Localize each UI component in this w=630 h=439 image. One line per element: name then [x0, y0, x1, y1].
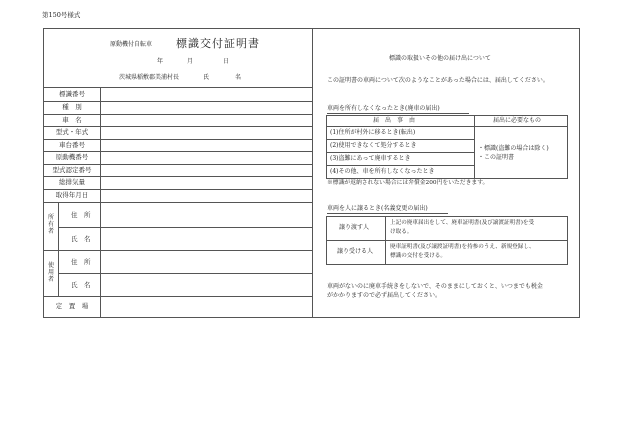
- date-day: 日: [223, 58, 230, 65]
- row-line: [43, 250, 312, 251]
- col-header-needed: 届出に必要なもの: [493, 117, 542, 124]
- row-line: [43, 176, 312, 177]
- group-column-line: [58, 202, 59, 296]
- transferor-label: 譲り渡す人: [339, 224, 370, 231]
- disposal-table-row-line: [326, 139, 474, 140]
- row-label-plate-number: 標識番号: [59, 90, 85, 98]
- date-year: 年: [157, 58, 164, 65]
- center-divider: [312, 28, 313, 318]
- grid-top-line: [43, 87, 312, 88]
- transferor-text-2: け取る。: [390, 229, 413, 235]
- issuer-name-label: 氏: [203, 74, 210, 81]
- disposal-table-col-line: [474, 115, 475, 179]
- row-label-acquisition-date: 取得年月日: [55, 191, 89, 199]
- section1-underline: [327, 113, 469, 114]
- date-month: 月: [187, 58, 194, 65]
- disposal-table-row-line: [326, 126, 568, 127]
- row-line: [43, 114, 312, 115]
- needed-certificate: ・この証明書: [478, 154, 515, 161]
- issuer: 茨城県稲敷郡美浦村長: [119, 74, 180, 81]
- owner-name-label: 氏 名: [71, 235, 91, 243]
- owner-group-label: 所有者: [47, 214, 54, 235]
- row-line: [58, 227, 312, 228]
- row-line: [43, 139, 312, 140]
- row-line: [43, 296, 312, 297]
- row-line: [43, 126, 312, 127]
- transferee-text-2: 標識の交付を受ける。: [390, 253, 446, 259]
- user-address-label: 住 所: [71, 258, 91, 266]
- reason-other: (4)その他、車を所有しなくなったとき: [330, 168, 435, 175]
- needed-plate: ・標識(盗難の場合は除く): [478, 145, 549, 152]
- transferee-label: 譲り受ける人: [337, 248, 374, 255]
- row-label-engine-number: 原動機番号: [55, 153, 89, 161]
- transfer-table-row-line: [326, 240, 568, 241]
- footer-note-1: 車両がないのに廃車手続きをしないで、そのままにしておくと、いつまでも税金: [327, 283, 543, 290]
- notice-heading: 標識の取扱いその他の届け出について: [389, 55, 491, 62]
- vehicle-type: 原動機付自転車: [110, 41, 153, 48]
- storage-location-label: 定 置 場: [55, 302, 89, 310]
- issuer-name-label-2: 名: [235, 74, 242, 81]
- row-label-model-year: 型式・年式: [55, 128, 89, 136]
- row-label-model-cert-number: 型式認定番号: [52, 166, 92, 174]
- row-label-chassis-number: 車台番号: [59, 141, 85, 149]
- section1-title: 車両を所有しなくなったとき(廃車の届出): [327, 105, 440, 112]
- certificate-title: 標識交付証明書: [176, 37, 260, 50]
- row-line: [43, 189, 312, 190]
- reason-move-out: (1)住所が村外に移るとき(転出): [330, 129, 416, 136]
- transferor-text-1: 上記の廃車届出をして、廃車証明書(及び譲渡証明書)を受: [390, 220, 535, 226]
- compensation-note: ※標識が返納されない場合には弁償金200円をいただきます。: [327, 180, 489, 186]
- row-label-displacement: 総排気量: [59, 178, 85, 186]
- disposal-table-row-line: [326, 152, 474, 153]
- user-group-label: 使用者: [47, 262, 54, 283]
- row-line: [58, 273, 312, 274]
- reason-disposal: (2)使用できなくて処分するとき: [330, 142, 417, 149]
- transferee-text-1: 廃車証明書(及び譲渡証明書)を持参のうえ、新規登録し、: [390, 244, 535, 250]
- row-line: [43, 202, 312, 203]
- section2-title: 車両を人に譲るとき(名義変更の届出): [327, 205, 428, 212]
- form-number: 第150号様式: [42, 11, 81, 19]
- row-line: [43, 164, 312, 165]
- col-header-event: 届 出 事 由: [373, 117, 416, 124]
- disposal-table-row-line: [326, 165, 474, 166]
- notice-intro: この証明書の車両について次のようなことがあった場合には、届出してください。: [327, 77, 549, 84]
- row-line: [43, 151, 312, 152]
- user-name-label: 氏 名: [71, 281, 91, 289]
- row-label-vehicle-name: 車 名: [62, 116, 82, 124]
- footer-note-2: がかかりますので必ず届出してください。: [327, 292, 442, 299]
- row-label-type: 種 別: [62, 103, 82, 111]
- section2-underline: [327, 213, 448, 214]
- owner-address-label: 住 所: [71, 211, 91, 219]
- reason-theft: (3)盗難にあって廃車するとき: [330, 155, 411, 162]
- row-line: [43, 101, 312, 102]
